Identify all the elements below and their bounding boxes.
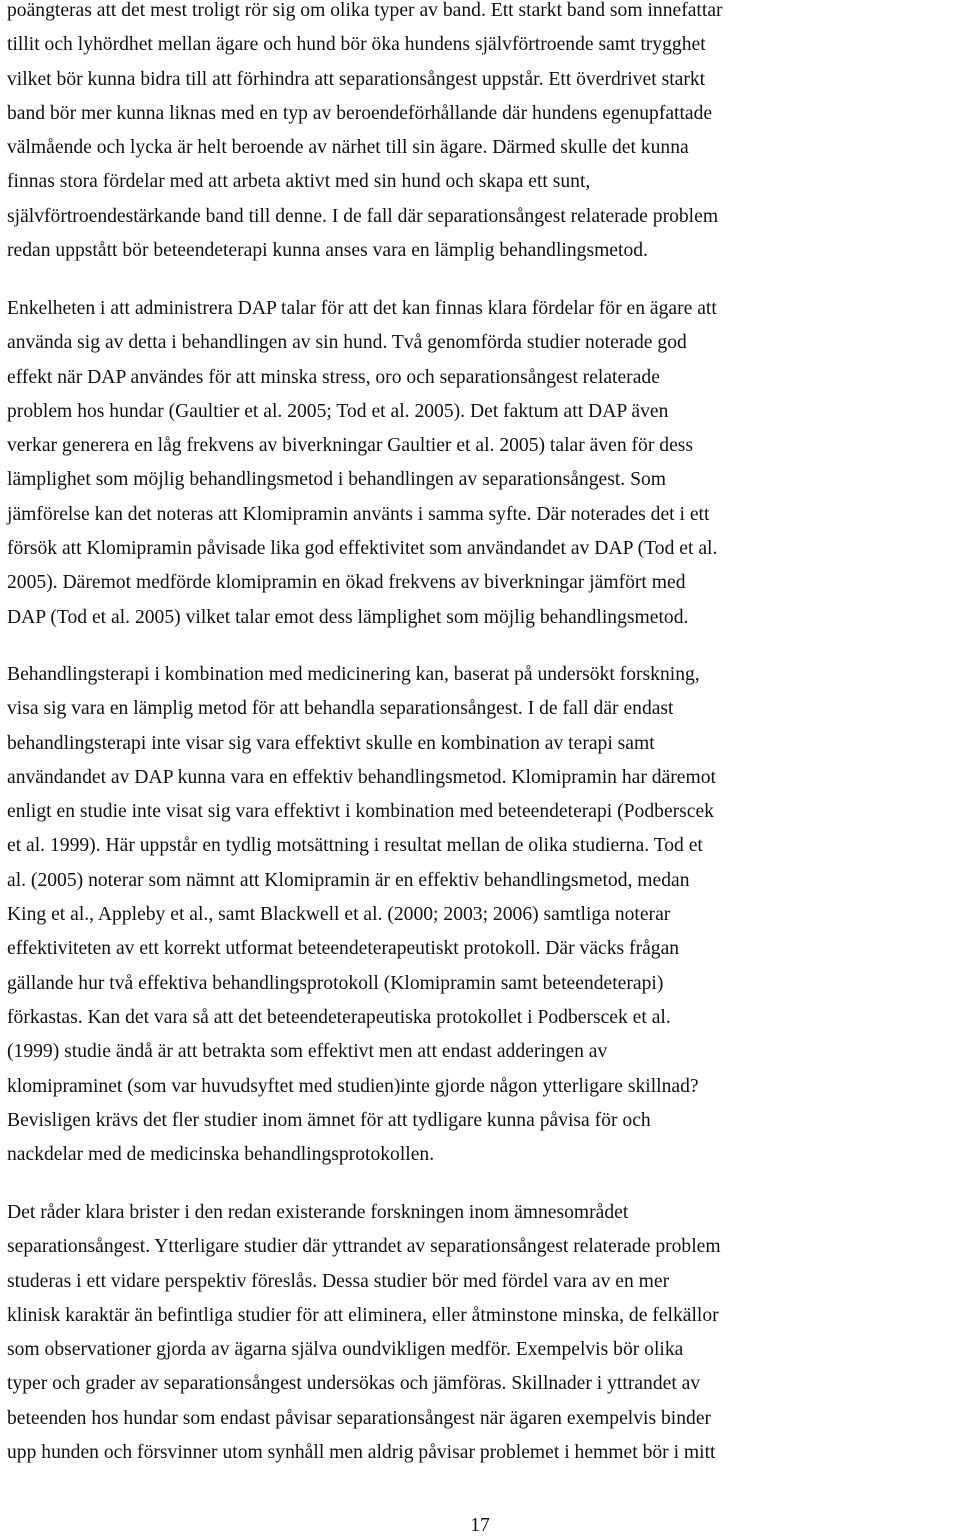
text-line: effekt när DAP användes för att minska stress, oro och separationsångest relaterade: [7, 366, 660, 388]
text-line: King et al., Appleby et al., samt Blackwell et al. (2000; 2003; 2006) samtliga noterar: [7, 904, 671, 926]
text-line: visa sig vara en lämplig metod för att behandla separationsångest. I de fall där endast: [7, 698, 674, 720]
paragraph-4: [7, 1196, 721, 1470]
text-line: Bevisligen krävs det fler studier inom ämnet för att tydligare kunna påvisa för och: [7, 1109, 651, 1131]
text-line: försök att Klomipramin påvisade lika god effektivitet som användandet av DAP (Tod et al.: [7, 538, 718, 560]
text-line: Behandlingsterapi i kombination med medicinering kan, baserat på undersökt forskning,: [7, 664, 700, 685]
text-line: redan uppstått bör beteendeterapi kunna anses vara en lämplig behandlingsmetod.: [7, 240, 648, 262]
text-line: Det råder klara brister i den redan existerande forskningen inom ämnesområdet: [7, 1202, 629, 1223]
paragraph-3: [7, 658, 716, 1172]
text-line: använda sig av detta i behandlingen av sin hund. Två genomförda studier noterade god: [7, 332, 687, 354]
text-line: vilket bör kunna bidra till att förhindra att separationsångest uppstår. Ett överdrivet starkt: [7, 68, 706, 90]
text-line: typer och grader av separationsångest undersökas och jämföras. Skillnader i yttrandet av: [7, 1373, 701, 1395]
text-line: nackdelar med de medicinska behandlingsprotokollen.: [7, 1144, 435, 1166]
paragraph-1: [7, 0, 723, 268]
text-line: jämförelse kan det noteras att Klomipramin använts i samma syfte. Där noterades det i ett: [7, 503, 710, 525]
text-line: et al. 1999). Här uppstår en tydlig motsättning i resultat mellan de olika studierna. Tod et: [7, 835, 703, 857]
text-line: al. (2005) noterar som nämnt att Klomipramin är en effektiv behandlingsmetod, medan: [7, 869, 690, 891]
text-line: behandlingsterapi inte visar sig vara effektivt skulle en kombination av terapi samt: [7, 732, 655, 754]
text-line: effektiviteten av ett korrekt utformat beteendeterapeutiskt protokoll. Där väcks frågan: [7, 938, 680, 960]
text-line: verkar generera en låg frekvens av biverkningar Gaultier et al. 2005) talar även för dess: [7, 435, 694, 457]
text-line: som observationer gjorda av ägarna själva oundvikligen medför. Exempelvis bör olika: [7, 1339, 684, 1361]
text-line: användandet av DAP kunna vara en effektiv behandlingsmetod. Klomipramin har däremot: [7, 766, 716, 788]
text-line: beteenden hos hundar som endast påvisar separationsångest när ägaren exempelvis binder: [7, 1407, 712, 1429]
text-line: gällande hur två effektiva behandlingsprotokoll (Klomipramin samt beteendeterapi): [7, 972, 664, 994]
text-line: DAP (Tod et al. 2005) vilket talar emot dess lämplighet som möjlig behandlingsmetod.: [7, 606, 689, 628]
text-line: studeras i ett vidare perspektiv föreslås. Dessa studier bör med fördel vara av en mer: [7, 1270, 670, 1292]
text-line: band bör mer kunna liknas med en typ av beroendeförhållande där hundens egenupfattade: [7, 102, 713, 124]
paragraph-2: [7, 292, 717, 635]
text-line: förkastas. Kan det vara så att det beteendeterapeutiska protokollet i Podberscek et al.: [7, 1006, 671, 1028]
text-line: välmående och lycka är helt beroende av närhet till sin ägare. Därmed skulle det kunna: [7, 137, 689, 159]
text-line: upp hunden och försvinner utom synhåll men aldrig påvisar problemet i hemmet bör i mitt: [7, 1442, 716, 1464]
text-line: separationsångest. Ytterligare studier där yttrandet av separationsångest relaterade problem: [7, 1236, 721, 1258]
text-line: klomipraminet (som var huvudsyftet med studien)inte gjorde någon ytterligare skillnad?: [7, 1075, 699, 1097]
text-line: självförtroendestärkande band till denne. I de fall där separationsångest relaterade problem: [7, 205, 719, 227]
text-line: finnas stora fördelar med att arbeta aktivt med sin hund och skapa ett sunt,: [7, 171, 591, 193]
text-line: poängteras att det mest troligt rör sig om olika typer av band. Ett starkt band som innefattar: [7, 0, 723, 21]
text-line: problem hos hundar (Gaultier et al. 2005; Tod et al. 2005). Det faktum att DAP även: [7, 400, 669, 422]
text-line: enligt en studie inte visat sig vara effektivt i kombination med beteendeterapi (Podberscek: [7, 801, 714, 823]
text-line: lämplighet som möjlig behandlingsmetod i behandlingen av separationsångest. Som: [7, 469, 667, 491]
text-line: 2005). Däremot medförde klomipramin en ökad frekvens av biverkningar jämfört med: [7, 572, 686, 594]
text-line: tillit och lyhördhet mellan ägare och hund bör öka hundens självförtroende samt trygghet: [7, 34, 706, 56]
text-line: Enkelheten i att administrera DAP talar för att det kan finnas klara fördelar för en ägare att: [7, 298, 717, 319]
text-line: (1999) studie ändå är att betrakta som effektivt men att endast adderingen av: [7, 1041, 608, 1063]
page-number: 17: [470, 1515, 490, 1536]
text-line: klinisk karaktär än befintliga studier för att eliminera, eller åtminstone minska, de felkällor: [7, 1304, 719, 1326]
